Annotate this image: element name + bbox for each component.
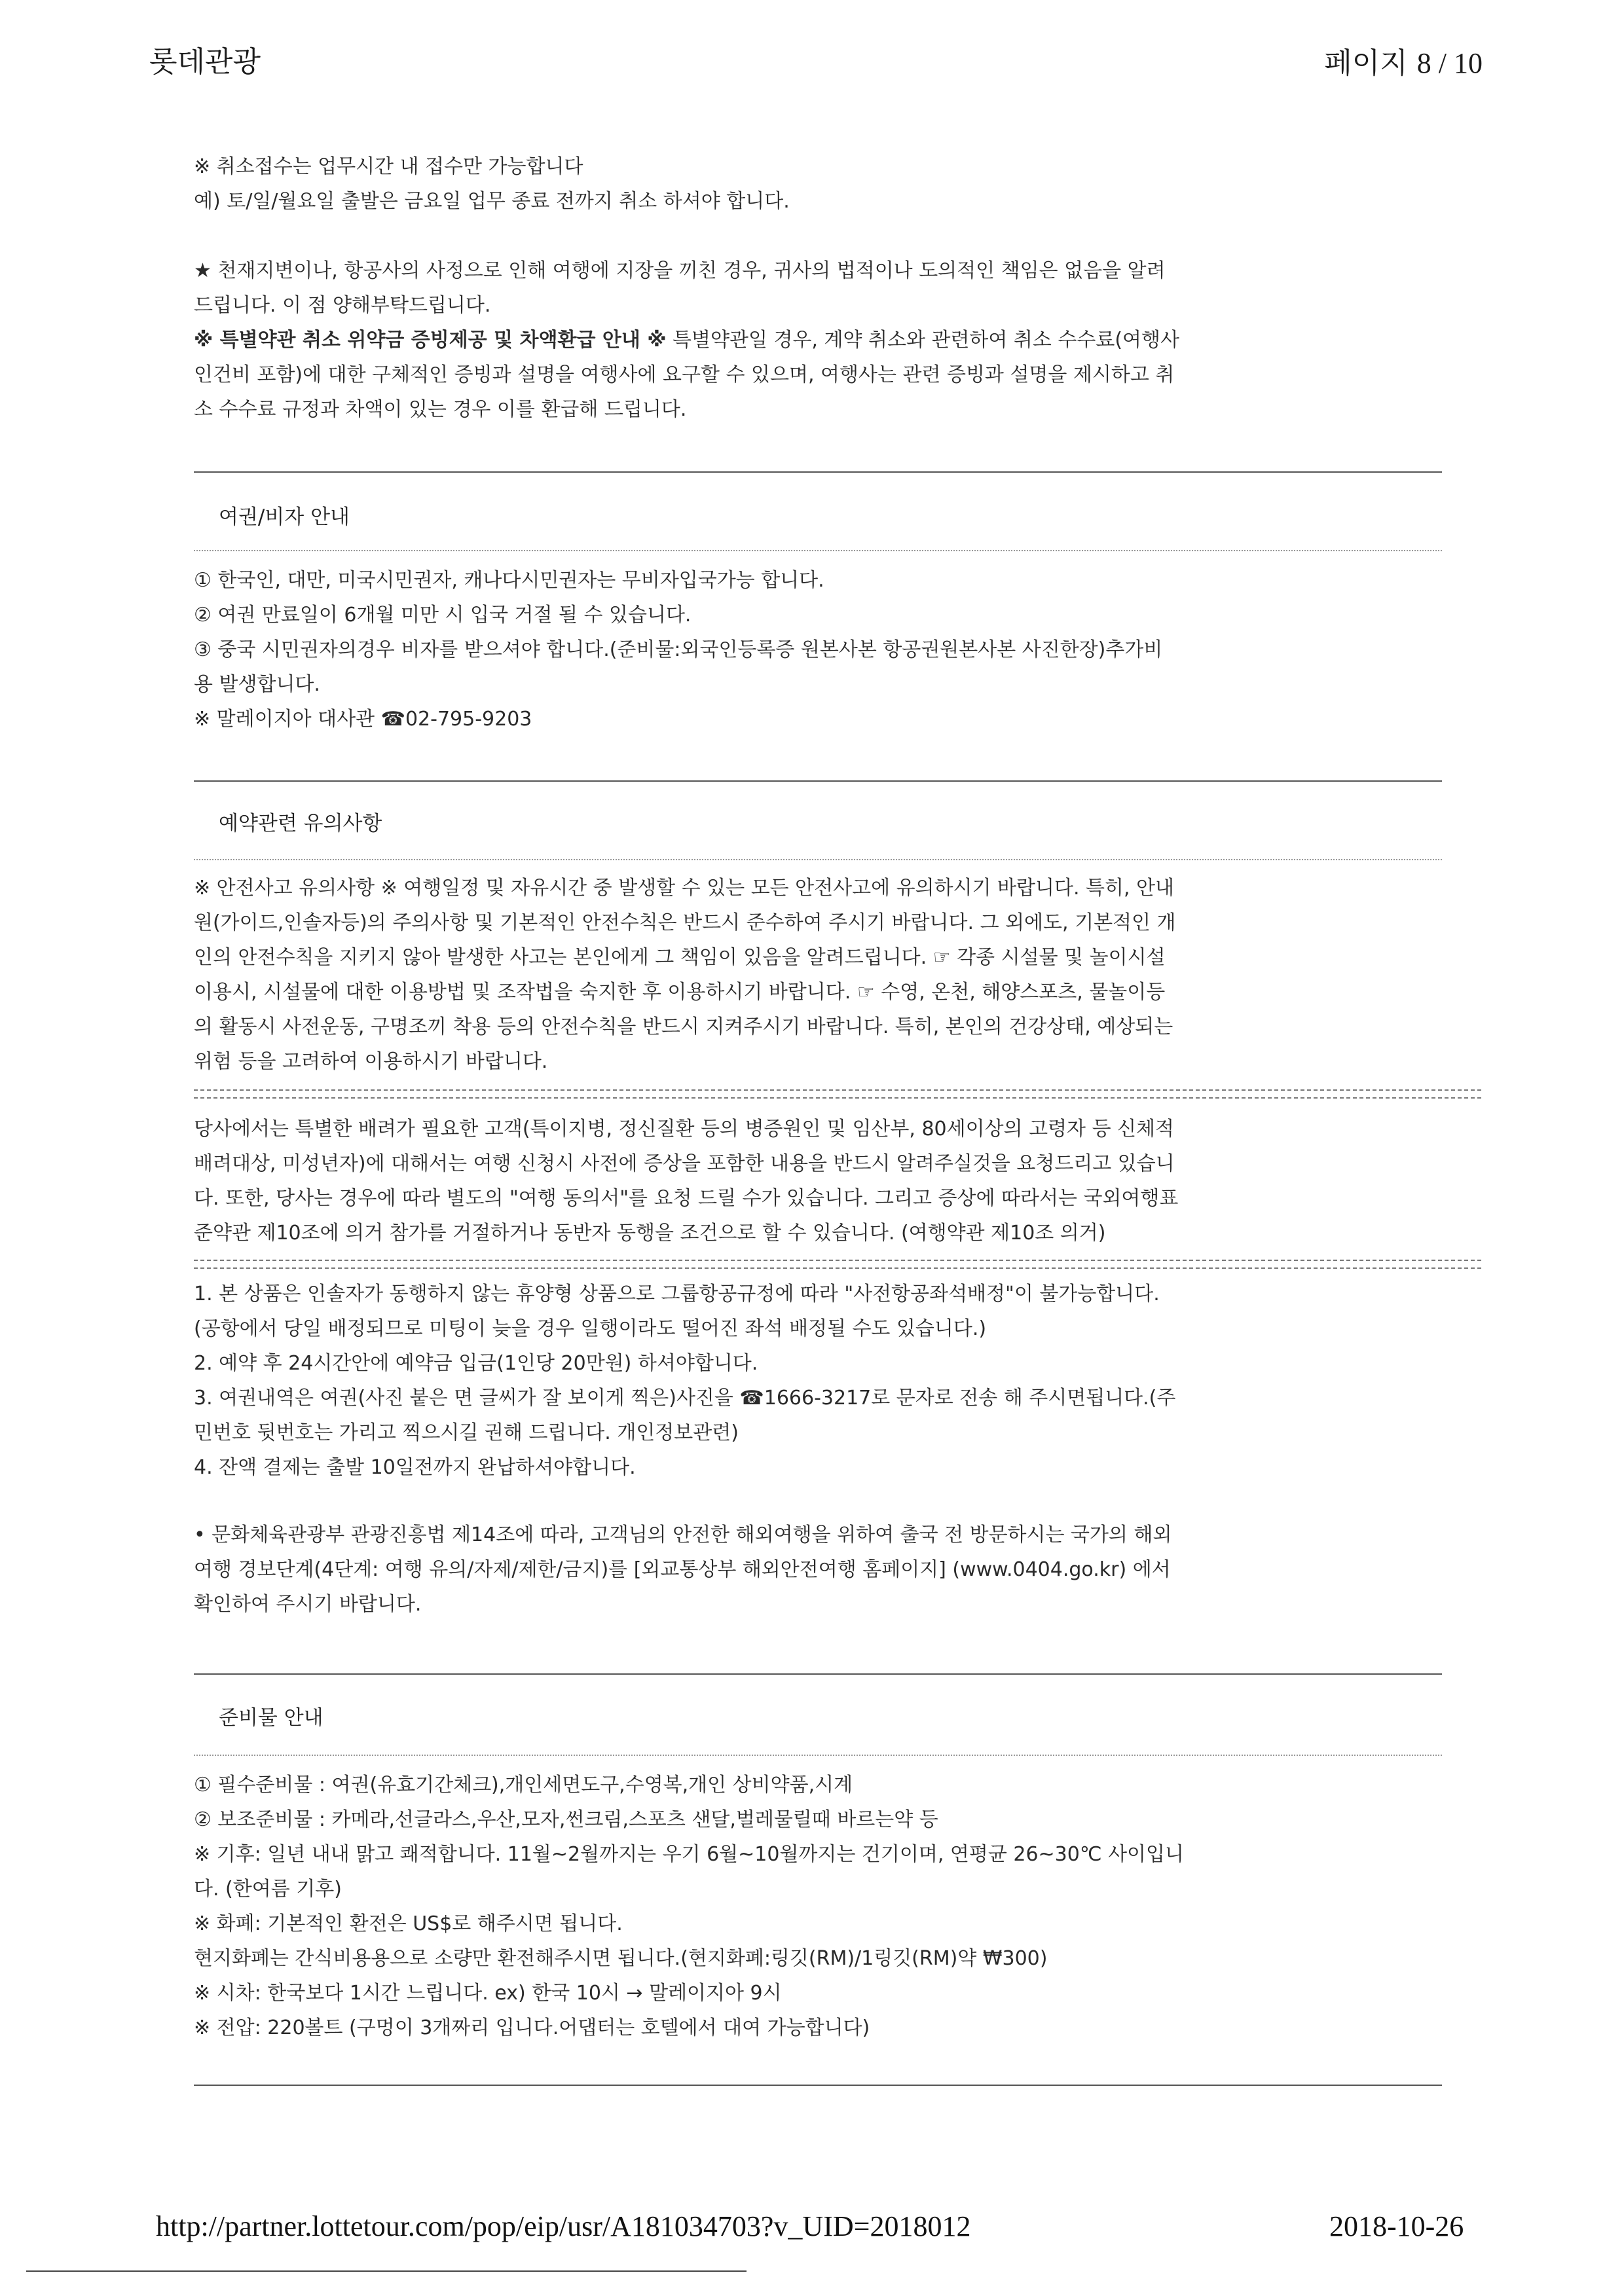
ministry-notice: [194, 1518, 1438, 1622]
ministry-line: • 문화체육관광부 관광진흥법 제14조에 따라, 고객님의 안전한 해외여행을 위하여 출국 전 방문하시는 국가의 해외: [194, 1523, 1172, 1546]
numbered-line: 4. 잔액 결제는 출발 10일전까지 완납하셔야합니다.: [194, 1456, 636, 1479]
preparation-line: ② 보조준비물 : 카메라,선글라스,우산,모자,썬크림,스포츠 샌달,벌레물릴때 바르는약 등: [194, 1808, 938, 1831]
special-care-line: 준약관 제10조에 의거 참가를 거절하거나 동반자 동행을 조건으로 할 수 있습니다. (여행약관 제10조 의거): [194, 1222, 1106, 1245]
preparation-line: ※ 기후: 일년 내내 맑고 쾌적합니다. 11월~2월까지는 우기 6월~10월까지는 건기이며, 연평균 26~30℃ 사이입니: [194, 1843, 1184, 1866]
special-care-line: 다. 또한, 당사는 경우에 따라 별도의 "여행 동의서"를 요청 드릴 수가 있습니다. 그리고 증상에 따라서는 국외여행표: [194, 1187, 1179, 1210]
special-care-notes: [194, 1112, 1438, 1250]
passport-line: ※ 말레이지아 대사관 ☎02-795-9203: [194, 708, 532, 731]
title-divider: [194, 1755, 1442, 1756]
safety-line: 의 활동시 사전운동, 구명조끼 착용 등의 안전수칙을 반드시 지켜주시기 바랍니다. 특히, 본인의 건강상태, 예상되는: [194, 1015, 1173, 1038]
double-dashed-divider: [194, 1089, 1481, 1099]
safety-line: 이용시, 시설물에 대한 이용방법 및 조작법을 숙지한 후 이용하시기 바랍니다. ☞ 수영, 온천, 해양스포츠, 물놀이등: [194, 981, 1166, 1004]
passport-section: [194, 563, 1438, 737]
footer-divider: [26, 2270, 747, 2272]
cancel-line: 드립니다. 이 점 양해부탁드립니다.: [194, 294, 491, 317]
safety-line: ※ 안전사고 유의사항 ※ 여행일정 및 자유시간 중 발생할 수 있는 모든 안전사고에 유의하시기 바랍니다. 특히, 안내: [194, 877, 1175, 900]
numbered-line: 2. 예약 후 24시간안에 예약금 입금(1인당 20만원) 하셔야합니다.: [194, 1352, 758, 1375]
passport-section-title: 여권/비자 안내: [219, 505, 350, 529]
cancel-line: 예) 토/일/월요일 출발은 금요일 업무 종료 전까지 취소 하셔야 합니다.: [194, 190, 790, 213]
safety-line: 원(가이드,인솔자등)의 주의사항 및 기본적인 안전수칙은 반드시 준수하여 주시기 바랍니다. 그 외에도, 기본적인 개: [194, 911, 1176, 934]
section-divider: [194, 1673, 1442, 1675]
safety-notes: [194, 871, 1438, 1079]
passport-line: 용 발생합니다.: [194, 673, 320, 696]
company-name: 롯데관광: [149, 45, 261, 79]
preparation-line: 다. (한여름 기후): [194, 1878, 342, 1901]
double-dashed-divider: [194, 1260, 1481, 1269]
title-divider: [194, 550, 1442, 551]
section-divider: [194, 471, 1442, 473]
cancel-line: 소 수수료 규정과 차액이 있는 경우 이를 환급해 드립니다.: [194, 398, 687, 421]
cancel-line: [194, 219, 1438, 253]
passport-line: ① 한국인, 대만, 미국시민권자, 캐나다시민권자는 무비자입국가능 합니다.: [194, 569, 824, 592]
ministry-line: 여행 경보단계(4단계: 여행 유의/자제/제한/금지)를 [외교통상부 해외안전여행 홈페이지] (www.0404.go.kr) 에서: [194, 1558, 1171, 1581]
cancellation-section: [194, 149, 1438, 427]
numbered-line: 민번호 뒷번호는 가리고 찍으시길 권해 드립니다. 개인정보관련): [194, 1421, 739, 1444]
passport-line: ② 여권 만료일이 6개월 미만 시 입국 거절 될 수 있습니다.: [194, 604, 692, 627]
preparation-line: 현지화폐는 간식비용용으로 소량만 환전해주시면 됩니다.(현지화폐:링깃(RM)/1링깃(RM)약 ₩300): [194, 1947, 1048, 1970]
section-divider: [194, 780, 1442, 782]
passport-line: ③ 중국 시민권자의경우 비자를 받으셔야 합니다.(준비물:외국인등록증 원본사본 항공권원본사본 사진한장)추가비: [194, 638, 1163, 661]
page-label: 페이지: [1324, 46, 1408, 80]
preparation-section: [194, 1768, 1438, 2045]
section-divider: [194, 2085, 1442, 2086]
numbered-line: 1. 본 상품은 인솔자가 동행하지 않는 휴양형 상품으로 그룹항공규정에 따라 "사전항공좌석배정"이 불가능합니다.: [194, 1283, 1160, 1305]
cancel-line: ★ 천재지변이나, 항공사의 사정으로 인해 여행에 지장을 끼친 경우, 귀사의 법적이나 도의적인 책임은 없음을 알려: [194, 259, 1166, 282]
numbered-line: 3. 여권내역은 여권(사진 붙은 면 글씨가 잘 보이게 찍은)사진을 ☎1666-3217로 문자로 전송 해 주시면됩니다.(주: [194, 1387, 1176, 1410]
preparation-line: ※ 화폐: 기본적인 환전은 US$로 해주시면 됩니다.: [194, 1912, 623, 1935]
footer-url: http://partner.lottetour.com/pop/eip/usr/A181034703?v_UID=2018012: [156, 2210, 971, 2242]
preparation-section-title: 준비물 안내: [219, 1706, 323, 1730]
reservation-section-title: 예약관련 유의사항: [219, 812, 382, 835]
special-care-line: 배려대상, 미성년자)에 대해서는 여행 신청시 사전에 증상을 포함한 내용을 반드시 알려주실것을 요청드리고 있습니: [194, 1152, 1175, 1175]
page-indicator: [1324, 39, 1483, 81]
cancel-line: 인건비 포함)에 대한 구체적인 증빙과 설명을 여행사에 요구할 수 있으며, 여행사는 관련 증빙과 설명을 제시하고 취: [194, 363, 1175, 386]
ministry-line: 확인하여 주시기 바랍니다.: [194, 1593, 422, 1616]
special-terms-heading: ※ 특별약관 취소 위약금 증빙제공 및 차액환급 안내 ※: [194, 329, 667, 352]
special-care-line: 당사에서는 특별한 배려가 필요한 고객(특이지병, 정신질환 등의 병증원인 및 임산부, 80세이상의 고령자 등 신체적: [194, 1118, 1175, 1140]
title-divider: [194, 859, 1442, 860]
safety-line: 위험 등을 고려하여 이용하시기 바랍니다.: [194, 1050, 548, 1073]
numbered-notes: [194, 1277, 1438, 1485]
cancel-line: ※ 취소접수는 업무시간 내 접수만 가능합니다: [194, 155, 583, 178]
numbered-line: (공항에서 당일 배정되므로 미팅이 늦을 경우 일행이라도 떨어진 좌석 배정될 수도 있습니다.): [194, 1317, 987, 1340]
preparation-line: ※ 전압: 220볼트 (구멍이 3개짜리 입니다.어댑터는 호텔에서 대여 가능합니다): [194, 2016, 870, 2039]
special-terms-text: 특별약관일 경우, 계약 취소와 관련하여 취소 수수료(여행사: [666, 329, 1179, 352]
footer-date: 2018-10-26: [1329, 2210, 1464, 2242]
special-terms-line: [194, 323, 1438, 357]
safety-line: 인의 안전수칙을 지키지 않아 발생한 사고는 본인에게 그 책임이 있음을 알려드립니다. ☞ 각종 시설물 및 놀이시설: [194, 946, 1166, 969]
preparation-line: ※ 시차: 한국보다 1시간 느립니다. ex) 한국 10시 → 말레이지아 9시: [194, 1982, 782, 2005]
preparation-line: ① 필수준비물 : 여권(유효기간체크),개인세면도구,수영복,개인 상비약품,시계: [194, 1774, 853, 1796]
page-number: 8 / 10: [1416, 47, 1483, 79]
